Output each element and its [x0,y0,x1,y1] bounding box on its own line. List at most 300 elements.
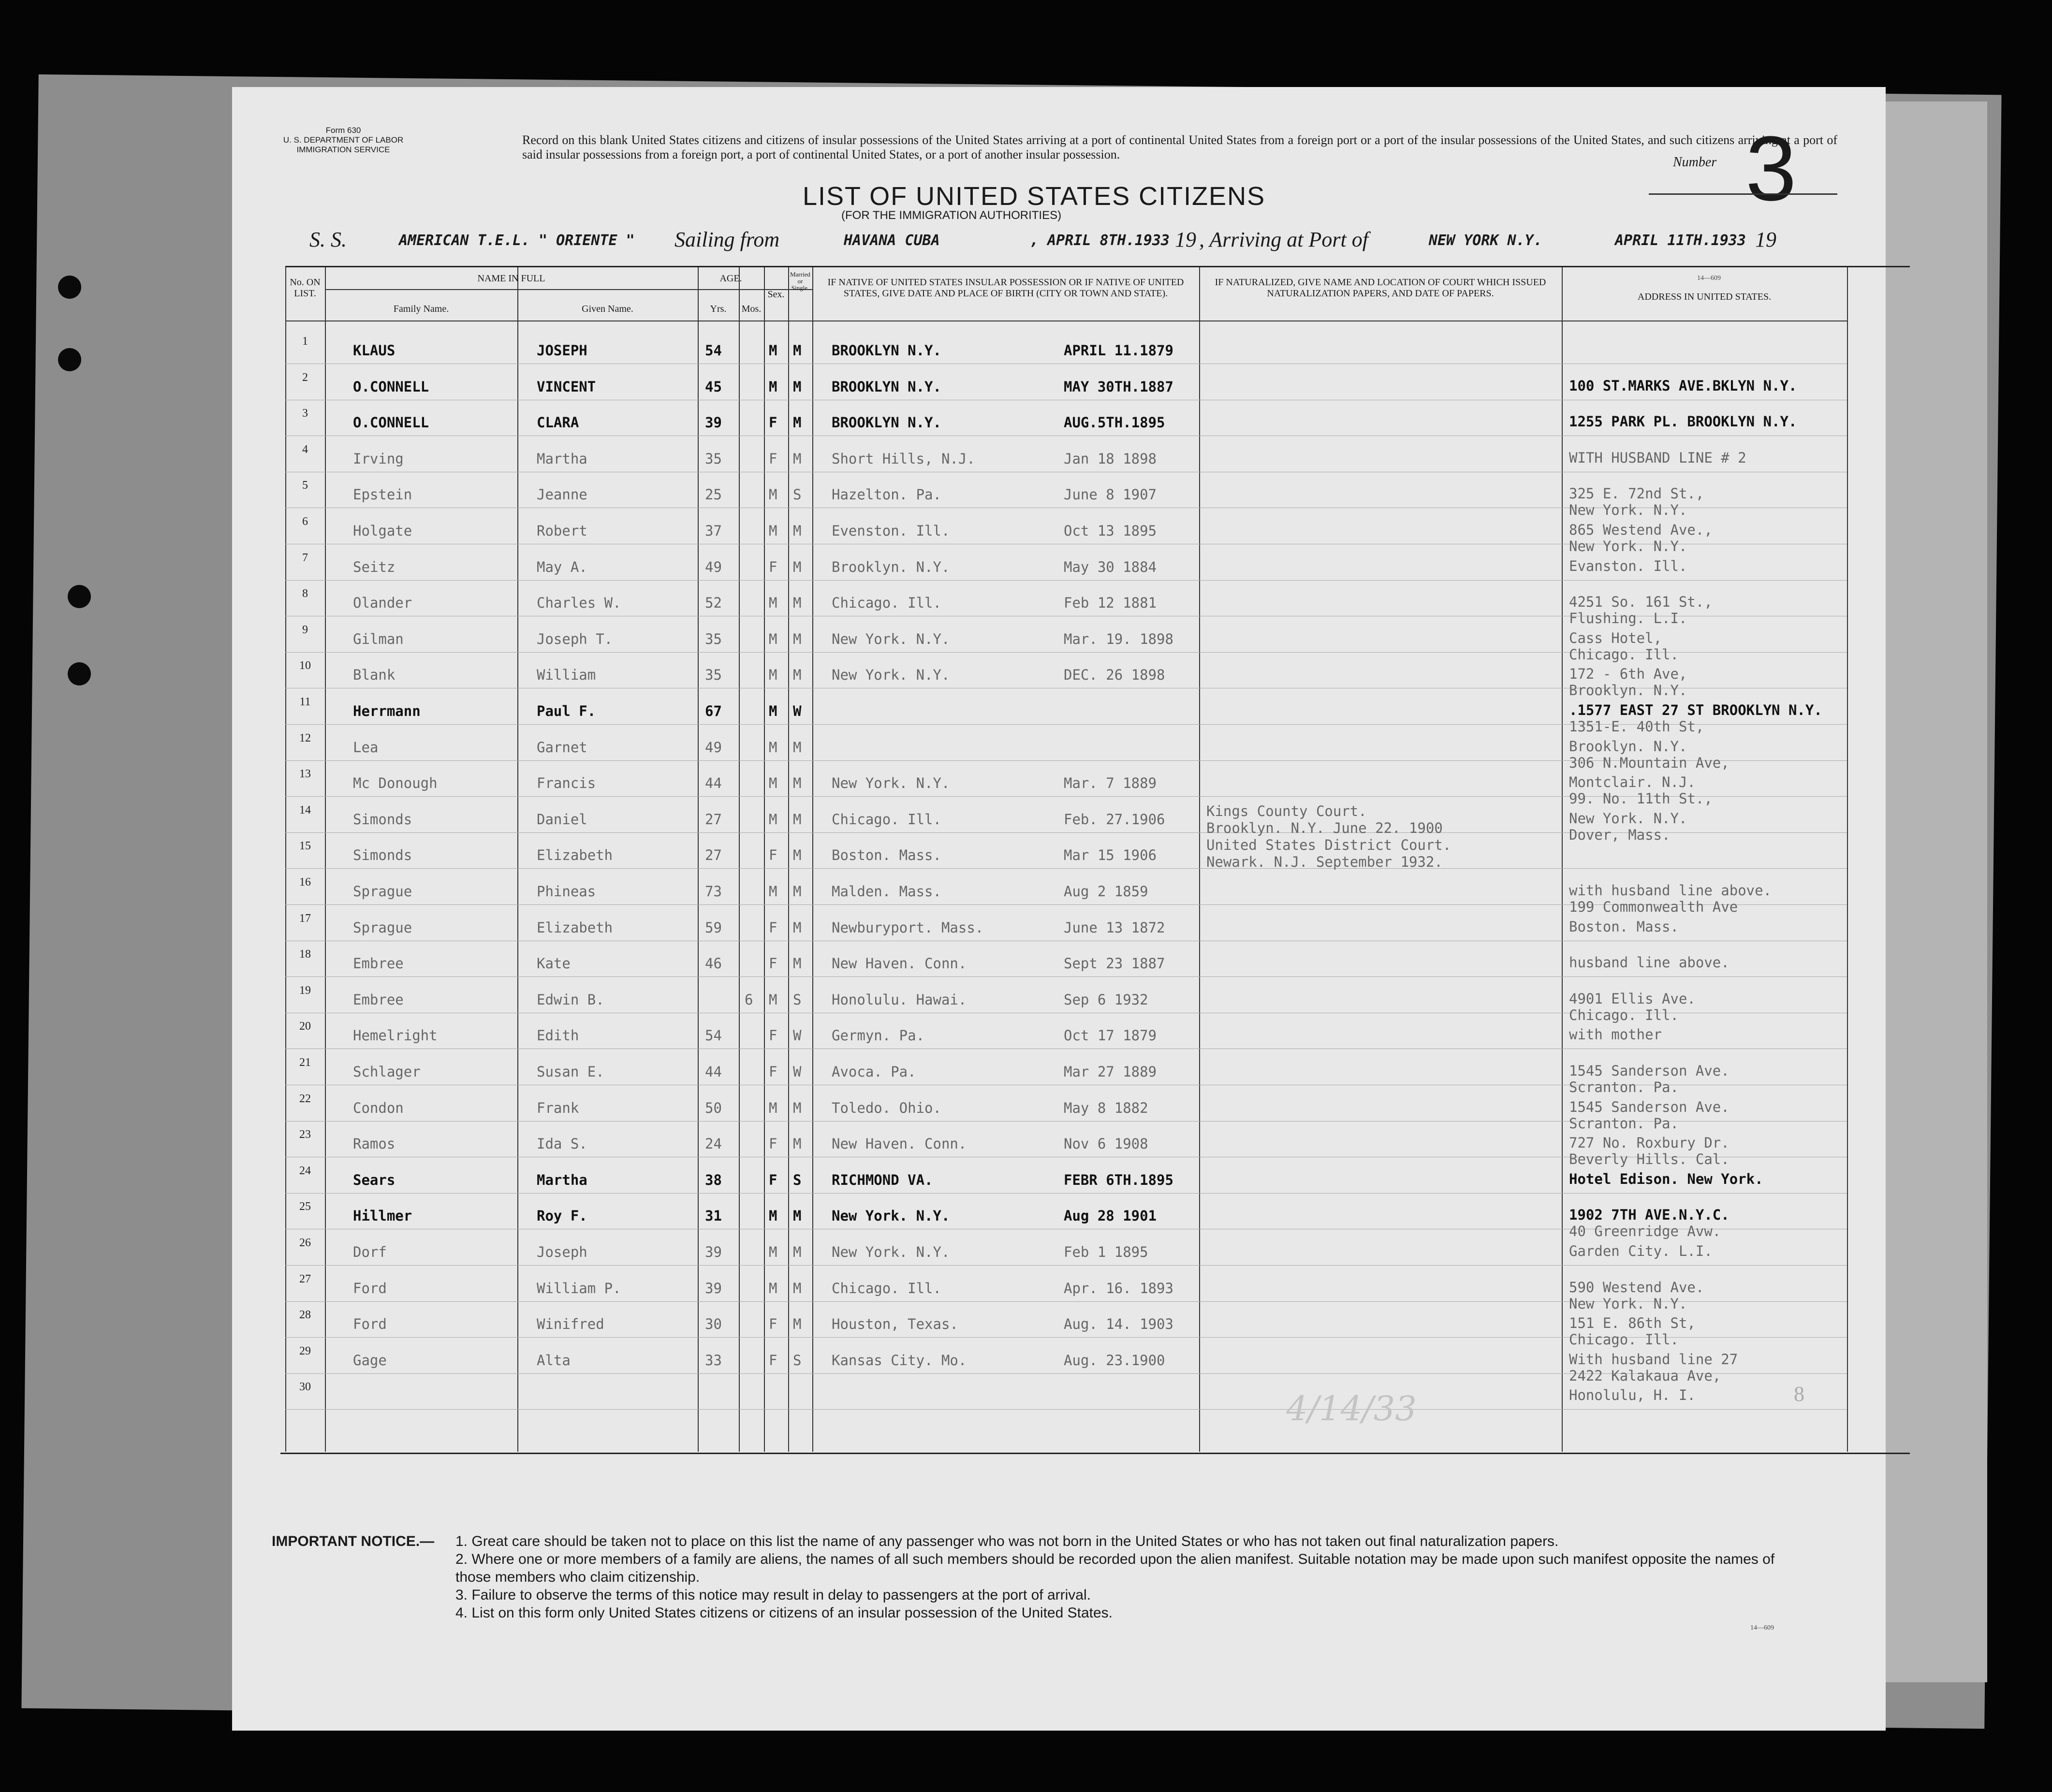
col-rule [698,267,699,1452]
given-name: Jeanne [537,486,587,503]
family-name: Dorf [353,1244,387,1260]
address-line-2: Flushing. L.I. [1569,610,1687,627]
birth-place: Germyn. Pa. [832,1027,925,1044]
family-name: Sprague [353,919,412,936]
family-name: Epstein [353,486,412,503]
printer-mark: 14—609 [1697,275,1721,282]
age-years: 54 [705,342,722,359]
marital-status: M [793,630,802,647]
given-name: Martha [537,450,587,467]
given-name: Joseph T. [537,630,613,647]
notice-item-4: 4. List on this form only United States citizens or citizens of an insular possession of the United States. [455,1605,1113,1621]
col-rule [812,267,813,1452]
arriving-label: , Arriving at Port of [1199,228,1368,251]
address-line-2: Chicago. Ill. [1569,646,1679,663]
address-line-2: Chicago. Ill. [1569,1006,1679,1023]
given-name: Kate [537,955,571,972]
family-name: O.CONNELL [353,378,429,395]
marital-status: S [793,991,802,1008]
sailing-year: 19 [1175,228,1196,251]
marital-status: M [793,378,802,395]
row-number: 23 [299,1128,311,1141]
sex: M [769,630,777,647]
given-name: Garnet [537,739,587,756]
address-line-1: 100 ST.MARKS AVE.BKLYN N.Y. [1569,377,1797,394]
age-years: 39 [705,414,722,431]
birth-date: Sept 23 1887 [1064,955,1165,972]
family-name: Ford [353,1280,387,1297]
age-years: 73 [705,883,722,900]
address-line-1: 1545 Sanderson Ave. [1569,1098,1730,1115]
birth-place: Boston. Mass. [832,847,941,864]
header-name-in-full: NAME IN FULL [477,273,545,284]
row-number: 15 [299,840,311,853]
address-line-1: 865 Westend Ave., [1569,522,1713,538]
birth-date: May 30 1884 [1064,558,1157,575]
birth-date: AUG.5TH.1895 [1064,414,1165,431]
sex: M [769,883,777,900]
age-years: 44 [705,1064,722,1080]
family-name: O.CONNELL [353,414,429,431]
address-line-1: Evanston. Ill. [1569,557,1687,574]
birth-date: Jan 18 1898 [1064,450,1157,467]
row-number: 21 [299,1056,311,1069]
birth-place: BROOKLYN N.Y. [832,414,941,431]
header-married: Married or Single. [790,271,810,291]
number-underline [1649,193,1837,195]
binder-hole [58,276,81,299]
age-years: 24 [705,1136,722,1152]
header-yrs: Yrs. [710,304,727,314]
birth-place: Chicago. Ill. [832,1280,941,1297]
given-name: Winifred [537,1316,604,1333]
row-number: 24 [299,1164,311,1177]
address-line-2: Dover, Mass. [1569,826,1671,843]
address-line-1: Hotel Edison. New York. [1569,1170,1763,1187]
age-years: 39 [705,1244,722,1260]
address-line-2: New York. N.Y. [1569,538,1687,554]
notice-item-1: 1. Great care should be taken not to place on this list the name of any passenger who was not born in the United States or who has not taken out final naturalization papers. [455,1533,1559,1549]
form-instruction: Record on this blank United States citizens and citizens of insular possessions of the United States arriving at a port of continental United States from a foreign port or a port of the insular possessions of the United States, and such citizens arriving at a port of said insular possessions from a foreign port, a port of continental United States, or a port of another insular possession. [522,133,1837,161]
given-name: William [537,667,596,684]
row-rule [285,580,1847,581]
family-name: Mc Donough [353,775,438,792]
sex: M [769,811,777,828]
birth-date: Oct 13 1895 [1064,523,1157,539]
row-number: 14 [299,803,311,816]
department: U. S. DEPARTMENT OF LABOR [283,135,404,145]
marital-status: S [793,486,802,503]
given-name: Daniel [537,811,587,828]
col-rule [764,267,765,1452]
header-rule [325,289,812,290]
arriving-port: NEW YORK N.Y. [1429,232,1542,249]
address-line-1: 151 E. 86th St, [1569,1315,1696,1332]
birth-place: Hazelton. Pa. [832,486,941,503]
birth-date: Mar 15 1906 [1064,847,1157,864]
birth-place: New Haven. Conn. [832,1136,967,1152]
age-years: 52 [705,595,722,612]
birth-date: June 8 1907 [1064,486,1157,503]
row-number: 29 [299,1344,311,1357]
sex: M [769,342,777,359]
form-number: Form 630 [325,126,361,135]
row-number: 1 [302,335,308,348]
birth-place: Chicago. Ill. [832,811,941,828]
birth-place: Evenston. Ill. [832,523,950,539]
sex: M [769,486,777,503]
naturalization-line: Brooklyn. N.Y. June 22. 1900 [1206,820,1443,836]
address-line-1: 4251 So. 161 St., [1569,594,1713,611]
arriving-year: 19 [1755,228,1776,251]
row-number: 7 [302,551,308,564]
form-header [271,126,416,155]
page-title: LIST OF UNITED STATES CITIZENS [803,182,1266,211]
family-name: Embree [353,955,404,972]
address-line-1: Honolulu, H. I. [1569,1387,1696,1404]
row-number: 19 [299,984,311,997]
birth-date: June 13 1872 [1064,919,1165,936]
table-bottom-rule [280,1453,1910,1454]
address-line-1: with mother [1569,1026,1662,1043]
col-rule [788,267,789,1452]
address-line-1: 1902 7TH AVE.N.Y.C. [1569,1207,1730,1224]
address-line-2: Beverly Hills. Cal. [1569,1151,1730,1168]
row-rule [285,976,1847,977]
birth-date: Mar. 7 1889 [1064,775,1157,792]
age-years: 31 [705,1208,722,1224]
sex: M [769,667,777,684]
sex: F [769,450,777,467]
address-line-1: 590 Westend Ave. [1569,1279,1704,1296]
row-number: 28 [299,1309,311,1322]
marital-status: W [793,703,802,719]
birth-date: Feb. 27.1906 [1064,811,1165,828]
sex: F [769,955,777,972]
birth-place: Toledo. Ohio. [832,1099,941,1116]
address-line-1: WITH HUSBAND LINE # 2 [1569,449,1746,466]
header-age: AGE. [719,273,742,284]
marital-status: M [793,811,802,828]
birth-date: Aug. 23.1900 [1064,1352,1165,1369]
address-line-2: 1351-E. 40th St, [1569,718,1704,735]
given-name: Roy F. [537,1208,587,1224]
birth-date: Aug 28 1901 [1064,1208,1157,1224]
birth-place: New York. N.Y. [832,630,950,647]
sex: M [769,595,777,612]
birth-date: Mar. 19. 1898 [1064,630,1173,647]
faint-handwritten-note: 4/14/33 [1286,1389,1417,1428]
age-years: 49 [705,558,722,575]
marital-status: M [793,1316,802,1333]
row-rule [285,868,1847,869]
birth-place: New York. N.Y. [832,775,950,792]
birth-date: May 8 1882 [1064,1099,1148,1116]
col-rule [1847,267,1848,1452]
address-line-2: 306 N.Mountain Ave, [1569,754,1730,771]
birth-place: Short Hills, N.J. [832,450,975,467]
sex: M [769,1099,777,1116]
given-name: May A. [537,558,587,575]
birth-date: Nov 6 1908 [1064,1136,1148,1152]
address-line-2: 199 Commonwealth Ave [1569,899,1738,915]
given-name: Elizabeth [537,847,613,864]
marital-status: M [793,558,802,575]
sex: F [769,847,777,864]
row-number: 11 [299,696,311,708]
family-name: Ramos [353,1136,396,1152]
family-name: Holgate [353,523,412,539]
age-years: 44 [705,775,722,792]
sex: M [769,1280,777,1297]
given-name: Elizabeth [537,919,613,936]
row-number: 4 [302,443,308,456]
birth-date: Aug. 14. 1903 [1064,1316,1173,1333]
row-number: 8 [302,587,308,600]
col-rule [1562,267,1563,1452]
birth-date: Mar 27 1889 [1064,1064,1157,1080]
marital-status: M [793,919,802,936]
row-number: 10 [299,659,311,672]
birth-date: Sep 6 1932 [1064,991,1148,1008]
age-months: 6 [745,991,753,1008]
manifest-page [232,87,1886,1731]
birth-place: New York. N.Y. [832,1244,950,1260]
header-address: ADDRESS IN UNITED STATES. [1637,291,1772,302]
marital-status: S [793,1352,802,1369]
number-label: Number [1673,155,1717,170]
notice-item-3: 3. Failure to observe the terms of this notice may result in delay to passengers at the port of arrival. [455,1587,1091,1603]
sex: M [769,1244,777,1260]
col-rule [325,267,326,1452]
age-years: 39 [705,1280,722,1297]
family-name: Olander [353,595,412,612]
age-years: 35 [705,450,722,467]
address-line-1: Cass Hotel, [1569,629,1662,646]
address-line-1: Boston. Mass. [1569,918,1679,935]
col-rule [285,267,286,1452]
given-name: Paul F. [537,703,596,719]
family-name: Sears [353,1171,396,1188]
given-name: Joseph [537,1244,587,1260]
given-name: VINCENT [537,378,596,395]
address-line-1: Garden City. L.I. [1569,1243,1713,1259]
row-number: 5 [302,479,308,492]
footer-mark: 14—609 [1750,1624,1774,1632]
age-years: 67 [705,703,722,719]
binder-hole [58,348,81,371]
marital-status: M [793,450,802,467]
age-years: 30 [705,1316,722,1333]
row-number: 26 [299,1237,311,1249]
sex: M [769,739,777,756]
marital-status: M [793,342,802,359]
address-line-2: New York. N.Y. [1569,502,1687,519]
birth-place: Malden. Mass. [832,883,941,900]
family-name: Simonds [353,811,412,828]
header-sex: Sex. [767,289,785,300]
birth-date: Oct 17 1879 [1064,1027,1157,1044]
address-line-1: New York. N.Y. [1569,810,1687,827]
sailing-label: Sailing from [674,228,780,251]
sex: M [769,991,777,1008]
address-line-2: 2422 Kalakaua Ave, [1569,1367,1721,1384]
age-years: 59 [705,919,722,936]
page-subtitle: (FOR THE IMMIGRATION AUTHORITIES) [841,209,1062,222]
age-years: 46 [705,955,722,972]
address-line-1: with husband line above. [1569,882,1772,899]
birth-date: Feb 12 1881 [1064,595,1157,612]
marital-status: M [793,523,802,539]
birth-place: RICHMOND VA. [832,1171,933,1188]
row-number: 27 [299,1272,311,1285]
given-name: Ida S. [537,1136,587,1152]
sex: F [769,1316,777,1333]
age-years: 38 [705,1171,722,1188]
family-name: Gage [353,1352,387,1369]
sailing-date: , APRIL 8TH.1933 [1030,232,1170,249]
corner-mark: 8 [1794,1382,1804,1406]
given-name: Alta [537,1352,571,1369]
address-line-1: 325 E. 72nd St., [1569,485,1704,502]
address-line-2: Scranton. Pa. [1569,1079,1679,1095]
age-years: 35 [705,630,722,647]
given-name: CLARA [537,414,579,431]
sex: F [769,1136,777,1152]
address-line-1: .1577 EAST 27 ST BROOKLYN N.Y. [1569,702,1822,718]
row-number: 18 [299,948,311,961]
address-line-1: Brooklyn. N.Y. [1569,738,1687,755]
row-rule [285,1265,1847,1266]
address-line-1: With husband line 27 [1569,1351,1738,1368]
age-years: 35 [705,667,722,684]
family-name: Sprague [353,883,412,900]
row-rule [285,1409,1847,1410]
address-line-2: Scranton. Pa. [1569,1115,1679,1132]
given-name: Martha [537,1171,587,1188]
row-number: 13 [299,768,311,781]
age-years: 49 [705,739,722,756]
header-mos: Mos. [741,304,762,314]
given-name: JOSEPH [537,342,587,359]
given-name: Robert [537,523,587,539]
ship-name: AMERICAN T.E.L. " ORIENTE " [399,232,635,249]
address-line-1: 172 - 6th Ave, [1569,666,1687,683]
header-naturalized: IF NATURALIZED, GIVE NAME AND LOCATION OF COURT WHICH ISSUED NATURALIZATION PAPERS, AND DATE OF PAPERS. [1215,277,1546,299]
family-name: Gilman [353,630,404,647]
notice-heading: IMPORTANT NOTICE.— [272,1533,435,1549]
marital-status: S [793,1171,802,1188]
naturalization-line: Newark. N.J. September 1932. [1206,854,1443,870]
marital-status: M [793,739,802,756]
birth-date: DEC. 26 1898 [1064,667,1165,684]
col-rule [1199,267,1200,1452]
birth-date: Feb 1 1895 [1064,1244,1148,1260]
address-line-1: Montclair. N.J. [1569,774,1696,791]
birth-place: New Haven. Conn. [832,955,967,972]
birth-place: New York. N.Y. [832,1208,950,1224]
sex: M [769,378,777,395]
given-name: Charles W. [537,595,621,612]
row-number: 6 [302,515,308,528]
age-years: 27 [705,811,722,828]
given-name: William P. [537,1280,621,1297]
address-line-2: 99. No. 11th St., [1569,790,1713,807]
marital-status: M [793,847,802,864]
family-name: Hillmer [353,1208,412,1224]
row-number: 3 [302,407,308,420]
manifest-table [285,266,1910,1452]
sex: F [769,414,777,431]
family-name: Hemelright [353,1027,438,1044]
binder-hole [68,585,91,608]
birth-date: FEBR 6TH.1895 [1064,1171,1173,1188]
sex: F [769,919,777,936]
given-name: Phineas [537,883,596,900]
birth-date: Apr. 16. 1893 [1064,1280,1173,1297]
sex: F [769,1064,777,1080]
binder-hole [68,662,91,685]
row-number: 20 [299,1020,311,1033]
marital-status: W [793,1027,802,1044]
address-line-2: 40 Greenridge Avw. [1569,1223,1721,1240]
header-birth: IF NATIVE OF UNITED STATES INSULAR POSSESSION OR IF NATIVE OF UNITED STATES, GIVE DATE AND PLACE OF BIRTH (CITY OR TOWN AND STATE). [827,277,1184,299]
address-line-2: New York. N.Y. [1569,1295,1687,1312]
marital-status: W [793,1064,802,1080]
family-name: Blank [353,667,396,684]
given-name: Francis [537,775,596,792]
birth-date: APRIL 11.1879 [1064,342,1173,359]
age-years: 25 [705,486,722,503]
service: IMMIGRATION SERVICE [296,145,390,154]
col-rule [517,267,518,1452]
given-name: Edwin B. [537,991,604,1008]
notice-item-2: 2. Where one or more members of a family are aliens, the names of all such members should be recorded upon the alien manifest. Suitable notation may be made upon such manifest opposite the names of those members who claim citizenship. [455,1551,1775,1585]
list-number: 3 [1745,117,1797,220]
sex: M [769,1208,777,1224]
birth-place: Kansas City. Mo. [832,1352,967,1369]
row-number: 2 [302,371,308,384]
sex: M [769,703,777,719]
marital-status: M [793,1208,802,1224]
family-name: KLAUS [353,342,396,359]
marital-status: M [793,1280,802,1297]
birth-place: Newburyport. Mass. [832,919,984,936]
birth-place: Honolulu. Hawai. [832,991,967,1008]
family-name: Embree [353,991,404,1008]
family-name: Herrmann [353,703,421,719]
family-name: Simonds [353,847,412,864]
given-name: Susan E. [537,1064,604,1080]
naturalization-line: United States District Court. [1206,837,1451,853]
row-rule [285,1193,1847,1194]
marital-status: M [793,595,802,612]
address-line-1: 727 No. Roxbury Dr. [1569,1135,1730,1151]
sex: F [769,558,777,575]
sex: F [769,1352,777,1369]
col-rule [739,267,740,1452]
birth-place: New York. N.Y. [832,667,950,684]
address-line-1: 1545 Sanderson Ave. [1569,1063,1730,1079]
family-name: Schlager [353,1064,421,1080]
birth-date: MAY 30TH.1887 [1064,378,1173,395]
row-number: 9 [302,623,308,636]
row-number: 30 [299,1381,311,1394]
birth-place: Chicago. Ill. [832,595,941,612]
family-name: Lea [353,739,379,756]
birth-place: BROOKLYN N.Y. [832,342,941,359]
marital-status: M [793,955,802,972]
